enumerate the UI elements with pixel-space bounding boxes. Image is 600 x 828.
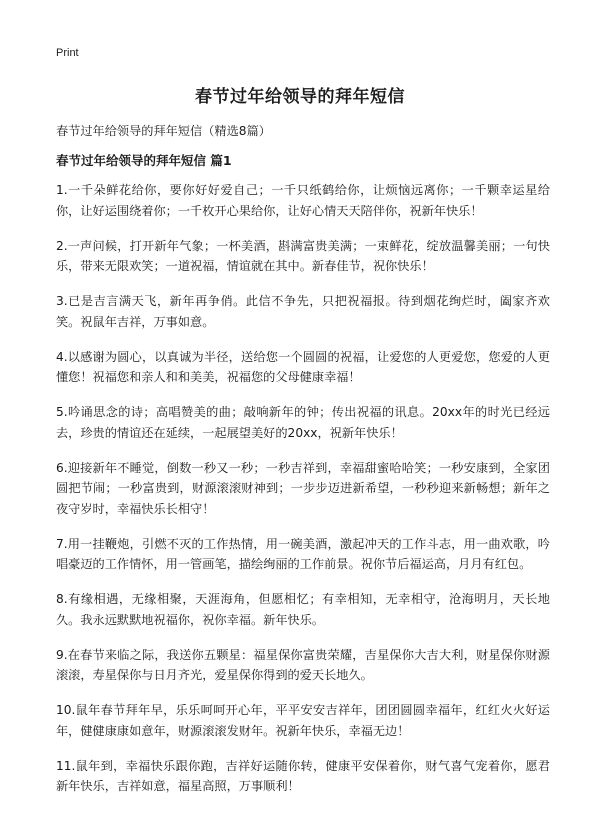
- message-paragraph-9: 9.在春节来临之际，我送你五颗星：福星保你富贵荣耀，吉星保你大吉大利，财星保你财源滚滚，寿星保你与日月齐光，爱星保你得到的爱天长地久。: [56, 647, 550, 682]
- page-title: 春节过年给领导的拜年短信: [195, 87, 405, 107]
- message-paragraph-4: 4.以感谢为圆心，以真诚为半径，送给您一个圆圆的祝福，让爱您的人更爱您，您爱的人更懂您！祝福您和亲人和和美美，祝福您的父母健康幸福！: [56, 349, 550, 384]
- message-paragraph-8: 8.有缘相遇，无缘相聚，天涯海角，但愿相忆；有幸相知，无幸相守，沧海明月，天长地久。我永远默默地祝福你，祝你幸福。新年快乐。: [56, 592, 550, 627]
- message-paragraph-11: 11.鼠年到，幸福快乐跟你跑，吉祥好运随你转，健康平安保着你，财气喜气宠着你，愿君新年快乐，吉祥如意，福星高照，万事顺利！: [56, 758, 550, 793]
- message-paragraph-10: 10.鼠年春节拜年早，乐乐呵呵开心年，平平安安吉祥年，团团圆圆幸福年，红红火火好运年，健健康康如意年，财源滚滚发财年。祝新年快乐，幸福无边！: [56, 703, 550, 738]
- message-paragraph-2: 2.一声问候，打开新年气象；一杯美酒，斟满富贵美满；一束鲜花，绽放温馨美丽；一句快乐，带来无限欢笑；一道祝福，情谊就在其中。新春佳节，祝你快乐！: [56, 238, 550, 273]
- section-heading: 春节过年给领导的拜年短信 篇1: [56, 153, 232, 168]
- message-paragraph-1: 1.一千朵鲜花给你，要你好好爱自己；一千只纸鹤给你，让烦恼远离你；一千颗幸运星给你，让好运围绕着你；一千枚开心果给你，让好心情天天陪伴你，祝新年快乐！: [56, 183, 550, 218]
- message-paragraph-5: 5.吟诵思念的诗；高唱赞美的曲；敲响新年的钟；传出祝福的讯息。20xx年的时光已经远去，珍贵的情谊还在延续，一起展望美好的20xx，祝新年快乐！: [56, 405, 550, 440]
- message-paragraph-6: 6.迎接新年不睡觉，倒数一秒又一秒；一秒吉祥到，幸福甜蜜哈哈笑；一秒安康到，全家团圆把节闹；一秒富贵到，财源滚滚财神到；一步步迈进新希望，一秒秒迎来新畅想；新年之夜守岁时，幸福快乐长相守！: [56, 460, 550, 516]
- message-paragraph-3: 3.已是吉言满天飞，新年再争俏。此信不争先，只把祝福报。待到烟花绚烂时，阖家齐欢笑。祝鼠年吉祥，万事如意。: [56, 294, 550, 329]
- print-link[interactable]: Print: [56, 47, 79, 59]
- message-list: [56, 180, 550, 811]
- document-subtitle: 春节过年给领导的拜年短信（精选8篇）: [56, 124, 271, 138]
- message-paragraph-7: 7.用一挂鞭炮，引燃不灭的工作热情，用一碗美酒，激起冲天的工作斗志，用一曲欢歌，吟唱豪迈的工作情怀，用一管画笔，描绘绚丽的工作前景。祝你节后福运高，月月有红包。: [56, 536, 550, 571]
